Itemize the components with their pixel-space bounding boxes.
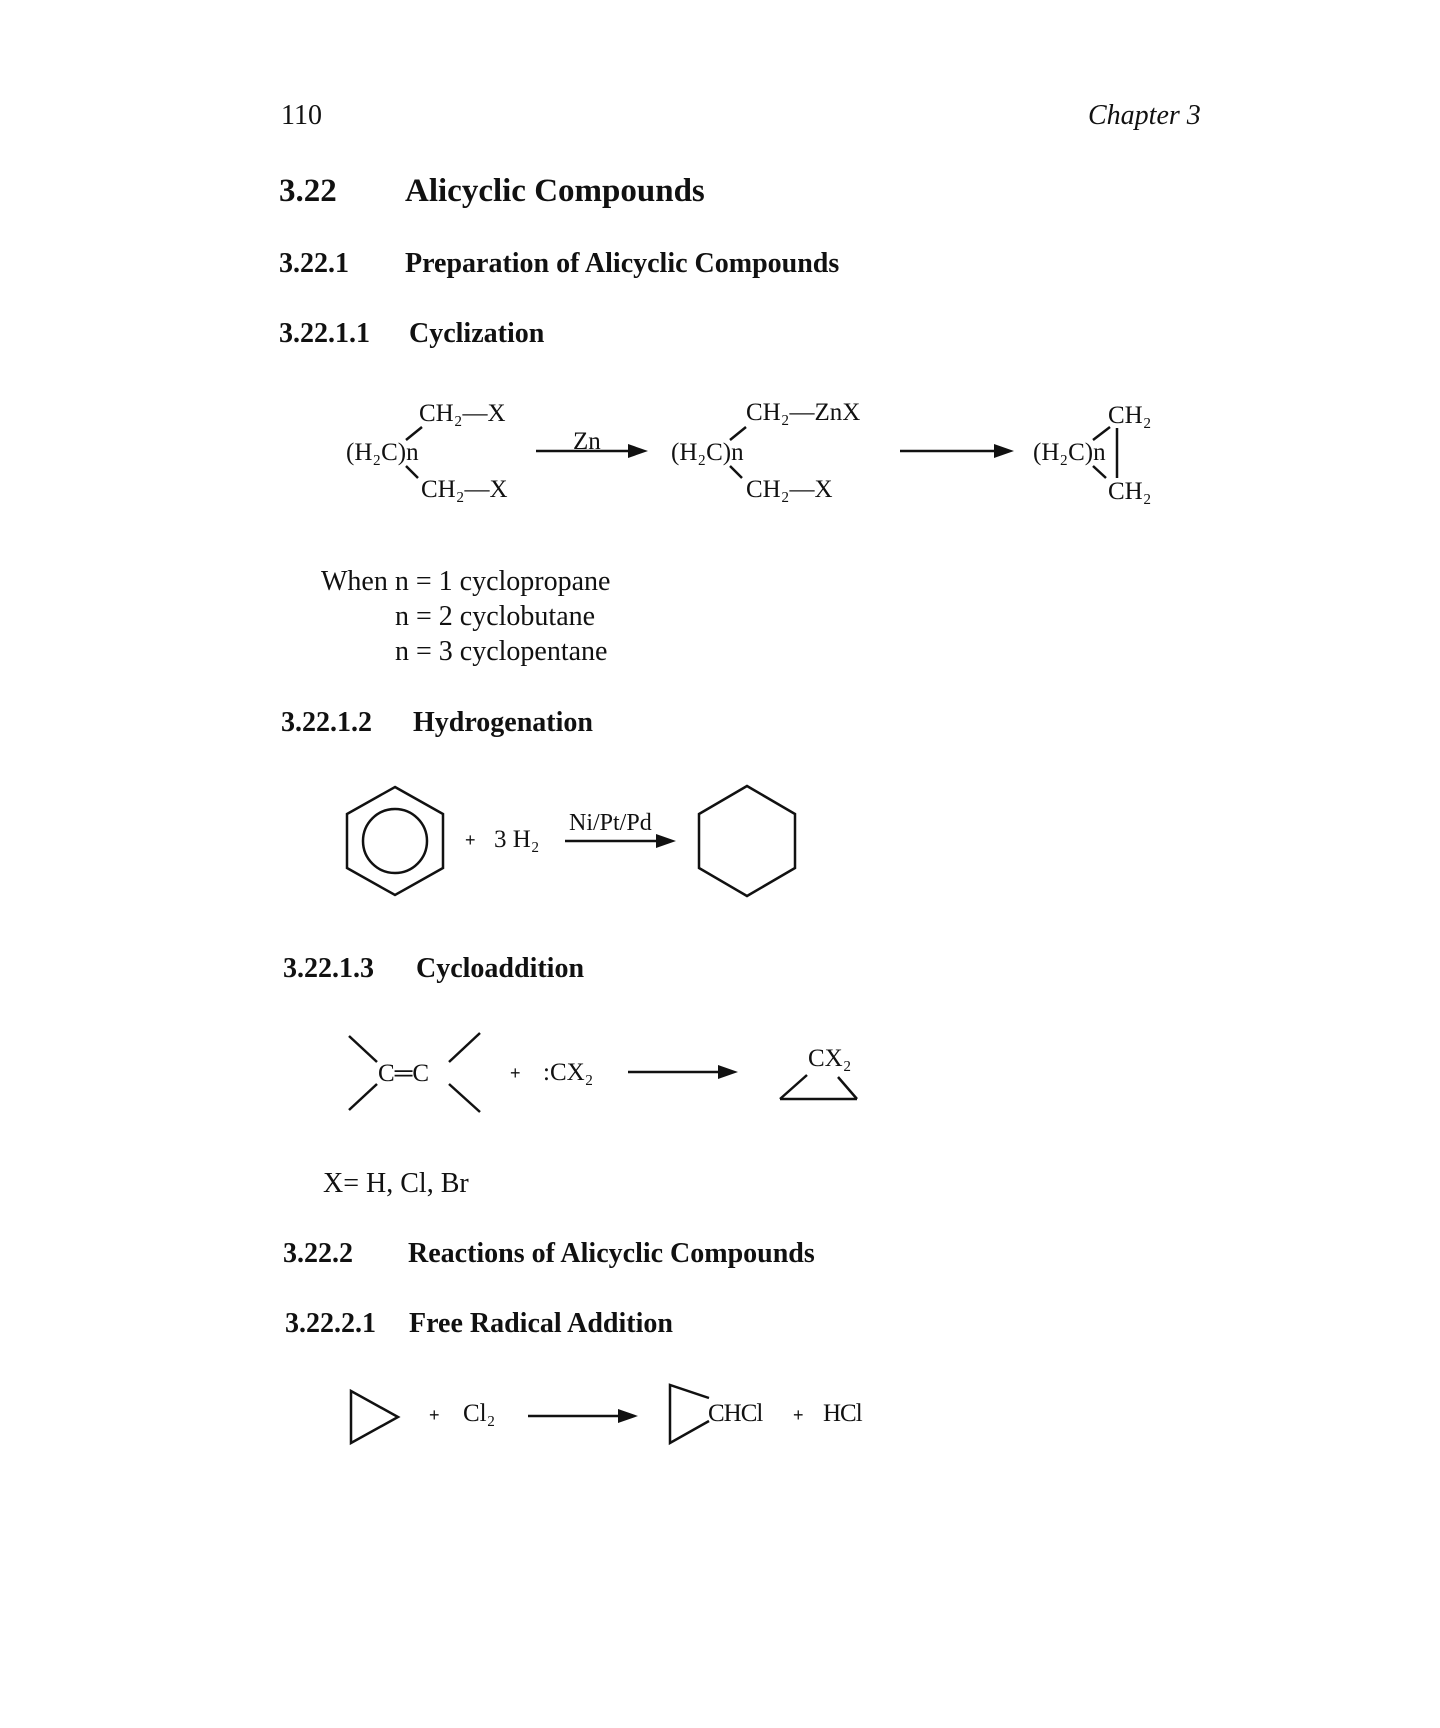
reactions-number: 3.22.2	[283, 1238, 353, 1269]
cycloaddition-title: Cycloaddition	[416, 953, 585, 984]
hcl-byproduct: HCl	[823, 1400, 862, 1427]
free-radical-title: Free Radical Addition	[409, 1308, 673, 1339]
plus-sign: +	[510, 1063, 521, 1083]
n-case-3: n = 3 cyclopentane	[395, 636, 608, 667]
subsection-number: 3.22.1	[279, 248, 349, 279]
cyclopropane-product-label: CX₂	[808, 1045, 852, 1072]
product-bottom-ch2: CH₂	[1108, 478, 1152, 505]
chlorine-reagent: Cl₂	[463, 1400, 496, 1427]
n-case-1: When n = 1 cyclopropane	[321, 566, 611, 597]
intermediate-bottom-group: CH₂—X	[746, 476, 833, 503]
n-case-2: n = 2 cyclobutane	[395, 601, 596, 632]
reactant-top-group: CH₂—X	[419, 400, 506, 427]
plus-sign-2: +	[793, 1405, 804, 1425]
plus-sign: +	[429, 1405, 440, 1425]
cyclopropane-ring	[351, 1391, 398, 1443]
section-title: Alicyclic Compounds	[405, 173, 705, 209]
page-number: 110	[281, 100, 322, 131]
subsection-title: Preparation of Alicyclic Compounds	[405, 248, 840, 279]
catalyst-label: Ni/Pt/Pd	[569, 810, 652, 836]
x-definition-note: X= H, Cl, Br	[323, 1168, 469, 1199]
hydrogenation-title: Hydrogenation	[413, 707, 593, 738]
section-number: 3.22	[279, 173, 337, 209]
product-top-ch2: CH₂	[1108, 402, 1152, 429]
carbene-reagent: :CX₂	[543, 1059, 594, 1086]
cyclization-title: Cyclization	[409, 318, 545, 349]
intermediate-chain-group: (H₂C)n	[671, 439, 744, 466]
reactions-title: Reactions of Alicyclic Compounds	[408, 1238, 815, 1269]
intermediate-top-group: CH₂—ZnX	[746, 399, 861, 426]
product-chcl-label: CHCl	[708, 1400, 763, 1427]
reactant-chain-group: (H₂C)n	[346, 439, 419, 466]
product-chain-group: (H₂C)n	[1033, 439, 1106, 466]
reactant-bottom-group: CH₂—X	[421, 476, 508, 503]
cycloaddition-number: 3.22.1.3	[283, 953, 374, 984]
product-ring	[670, 1385, 709, 1443]
plus-sign: +	[465, 830, 476, 850]
running-header-chapter: Chapter 3	[1088, 100, 1201, 131]
zinc-reagent: Zn	[573, 428, 601, 455]
alkene-label: C═C	[378, 1060, 430, 1087]
free-radical-number: 3.22.2.1	[285, 1308, 376, 1339]
hydrogenation-number: 3.22.1.2	[281, 707, 372, 738]
cyclization-number: 3.22.1.1	[279, 318, 370, 349]
hydrogen-reagent: 3 H₂	[494, 826, 540, 853]
